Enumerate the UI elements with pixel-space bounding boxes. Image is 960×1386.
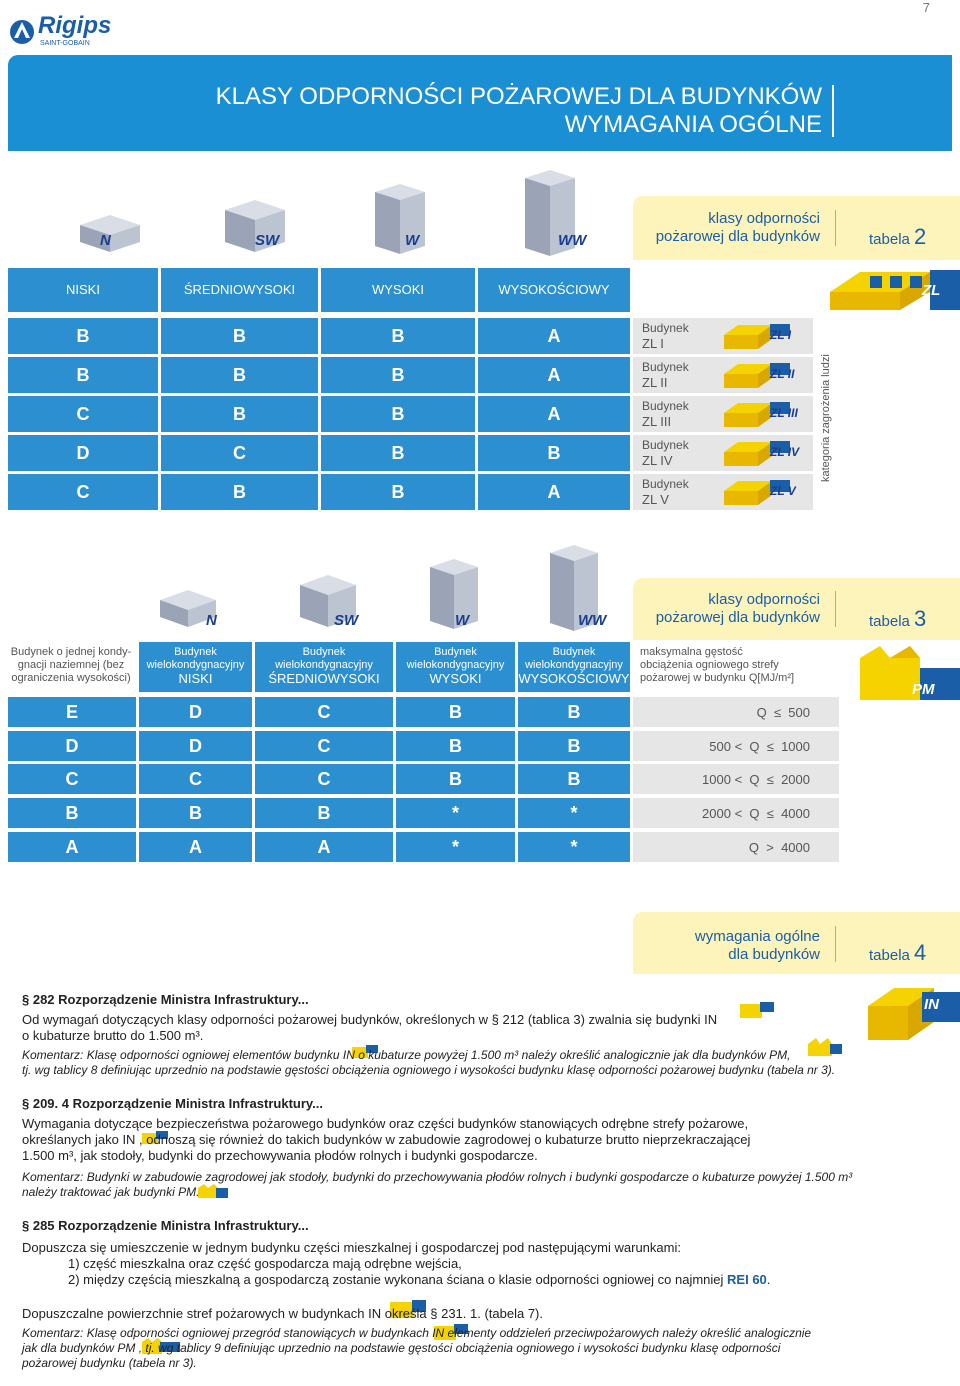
t3-cell-value: * xyxy=(451,803,459,823)
logo-brand: Rigips xyxy=(38,12,112,39)
t2-tab-number: 2 xyxy=(914,224,927,249)
t4-panel-title1: wymagania ogólne xyxy=(694,928,820,945)
t2-row-icon-label: ZL III xyxy=(770,406,798,420)
t2-icon-label-sw: SW xyxy=(255,232,280,249)
t3-cell-value: B xyxy=(189,803,202,823)
t3-header-0 xyxy=(8,646,134,688)
t3-panel-divider xyxy=(835,591,836,627)
t3-cell-value: D xyxy=(189,702,202,722)
t3-header-line: ŚREDNIOWYSOKI xyxy=(268,671,380,686)
t3-cell-value: D xyxy=(189,736,202,756)
t2-cell-value: B xyxy=(233,482,246,502)
t2-row-label-line1: Budynek xyxy=(642,438,689,452)
t3-cell-value: E xyxy=(65,702,78,722)
t3-cell-value: A xyxy=(189,837,202,857)
t3-q-range: 2000 < Q ≤ 4000 xyxy=(702,806,810,821)
banner-divider xyxy=(832,85,834,137)
t3-cell-value: B xyxy=(317,803,331,823)
t3-header-line: WYSOKI xyxy=(429,671,482,686)
t4-tab-label xyxy=(869,940,926,966)
banner-title-line2: WYMAGANIA OGÓLNE xyxy=(564,111,822,138)
s3-item2: 2) między częścią mieszkalną a gospodarczą zostanie wykonana ściana o klasie odporności ogniowej co najmniej REI 60. xyxy=(68,1272,771,1287)
t2-header-wysoki: WYSOKI xyxy=(321,268,475,312)
t2-cell-value: B xyxy=(391,404,405,424)
t2-header-wysokosciowy: WYSOKOŚCIOWY xyxy=(478,268,630,312)
building-w-icon xyxy=(430,559,478,629)
t3-cell-value: B xyxy=(449,769,462,789)
t2-header-panel xyxy=(633,196,960,260)
s2-comment-line2: należy traktować jak budynki PM. xyxy=(22,1185,200,1199)
t3-tab-word: tabela xyxy=(869,613,910,630)
page-number: 7 xyxy=(922,0,930,15)
t2-tab-label xyxy=(869,224,926,250)
t2-cell-value: C xyxy=(76,404,90,424)
t2-vertical-label: kategoria zagrożenia ludzi xyxy=(820,354,832,482)
t2-cell-value: B xyxy=(233,326,246,346)
s4-comment-line3: pożarowej budynku (tabela nr 3). xyxy=(22,1356,197,1370)
rigips-logo xyxy=(8,12,112,52)
t2-row-label-line1: Budynek xyxy=(642,360,689,374)
pm-building-icon xyxy=(850,638,960,703)
s2-paragraph-line3: 1.500 m³, jak stodoły, budynki do przechowywania płodów rolnych i budynki gospodarcze. xyxy=(22,1148,538,1163)
t2-cell-value: C xyxy=(76,482,90,502)
t2-cell-value: A xyxy=(547,326,561,346)
t2-header-niski: NISKI xyxy=(8,268,158,312)
t2-row-label-line1: Budynek xyxy=(642,321,689,335)
t3-header-line: wielokondygnacyjny xyxy=(406,659,505,671)
t3-header-3 xyxy=(396,642,515,692)
t2-row-label xyxy=(642,321,689,351)
t3-header-1 xyxy=(139,642,252,692)
t3-icon-label-sw: SW xyxy=(334,612,359,629)
t2-row-label-line2: ZL I xyxy=(642,336,664,351)
t3-icon-label-n: N xyxy=(206,612,217,629)
t2-cell-value: C xyxy=(233,443,246,463)
t3-cell-value: A xyxy=(317,837,331,857)
t3-cell-value: * xyxy=(570,803,578,823)
t3-q-range: 500 < Q ≤ 1000 xyxy=(709,739,810,754)
t2-row-icon-label: ZL I xyxy=(770,328,792,342)
banner-title-line1: KLASY ODPORNOŚCI POŻAROWEJ DLA BUDYNKÓW xyxy=(215,83,822,110)
t3-cell-value: C xyxy=(189,769,202,789)
s1-comment-line1: Komentarz: Klasę odporności ogniowej elementów budynku IN o kubaturze powyżej 1.500 m³ należy określić analogicznie jak dla budynków PM, xyxy=(22,1048,791,1062)
t3-header-line: Budynek xyxy=(302,646,346,658)
t2-panel-divider xyxy=(835,210,836,246)
t3-q-header xyxy=(640,646,794,685)
t2-cell-value: B xyxy=(391,443,405,463)
t3-cell-value: C xyxy=(317,769,331,789)
t3-header-line: gnacji naziemnej (bez xyxy=(17,659,125,671)
t3-panel-title1: klasy odporności xyxy=(708,591,820,608)
t2-cell-value: B xyxy=(76,326,90,346)
t3-cell-value: * xyxy=(451,837,459,857)
title-banner xyxy=(8,55,952,151)
t3-header-line: ograniczenia wysokości) xyxy=(11,672,131,684)
t3-cell-value: C xyxy=(65,769,79,789)
s1-heading: § 282 Rozporządzenie Ministra Infrastruktury... xyxy=(22,992,309,1007)
t2-row-label-line2: ZL IV xyxy=(642,453,673,468)
t2-icon-label-ww: WW xyxy=(558,232,587,249)
t3-panel-title2: pożarowej dla budynków xyxy=(655,609,820,626)
t2-row-label xyxy=(642,399,689,429)
t2-row-label-line2: ZL II xyxy=(642,375,668,390)
t2-row-label-line1: Budynek xyxy=(642,477,689,491)
t2-cell-value: A xyxy=(547,404,561,424)
t3-cell-value: B xyxy=(567,702,581,722)
t2-cell-value: B xyxy=(391,326,405,346)
t2-tab-word: tabela xyxy=(869,231,910,248)
s3-item2-text: 2) między częścią mieszkalną a gospodarczą zostanie wykonana ściana o klasie odporności ogniowej co najmniej xyxy=(68,1272,724,1287)
t3-cell-value: * xyxy=(570,837,578,857)
t3-tab-label xyxy=(869,606,926,632)
t2-cell-value: A xyxy=(547,482,561,502)
t2-cell-value: B xyxy=(233,365,246,385)
t2-cell-value: B xyxy=(391,365,405,385)
pm-small-icon xyxy=(806,1036,842,1058)
s3-item1: 1) część mieszkalna oraz część gospodarcza mają odrębne wejścia, xyxy=(68,1256,462,1271)
t2-row-icon-label: ZL II xyxy=(770,367,795,381)
s1-comment-line2: tj. wg tablicy 8 definiując uprzednio na podstawie gęstości obciążenia ogniowego i wysokości budynku klasę odporności pożarowej budynku (tabela nr 3). xyxy=(22,1063,836,1077)
t2-cell-value: D xyxy=(76,443,90,463)
pm-icon-label: PM xyxy=(912,681,935,698)
t2-cell-value: A xyxy=(547,365,561,385)
t2-header-sredniowysoki: ŚREDNIOWYSOKI xyxy=(161,268,318,312)
t2-cell-value: B xyxy=(233,404,246,424)
s4-paragraph: Dopuszczalne powierzchnie stref pożarowych w budynkach IN określa § 231. 1. (tabela 7). xyxy=(22,1306,543,1321)
t3-cell-value: B xyxy=(65,803,79,823)
t3-tab-number: 3 xyxy=(914,606,927,631)
t2-cell-value: B xyxy=(547,443,561,463)
t3-icon-label-w: W xyxy=(455,612,470,629)
t2-building-icons xyxy=(70,170,630,260)
s4-comment-line1: Komentarz: Klasę odporności ogniowej przegród stanowiących w budynkach IN elementy oddzieleń przeciwpożarowych należy określić analogicznie xyxy=(22,1326,812,1340)
t3-q-range: 1000 < Q ≤ 2000 xyxy=(702,772,810,787)
t2-row-label-line2: ZL III xyxy=(642,414,672,429)
t3-cell-value: B xyxy=(449,736,462,756)
s2-paragraph-line1: Wymagania dotyczące bezpieczeństwa pożarowego budynków oraz części budynków stanowiących odrębne strefy pożarowe, xyxy=(22,1116,749,1131)
t2-row-label xyxy=(642,438,689,468)
t3-header-panel xyxy=(633,578,960,640)
t2-cell-value: B xyxy=(76,365,90,385)
s3-rei-value: REI 60 xyxy=(727,1272,767,1287)
t3-building-icons xyxy=(160,545,630,635)
s2-comment-line1: Komentarz: Budynki w zabudowie zagrodowej jak stodoły, budynki do przechowywania płodów rolnych i budynki gospodarcze o kubaturze powyżej 1.500 m³ xyxy=(22,1170,853,1184)
t2-icon-label-w: W xyxy=(405,232,420,249)
in-icon-label: IN xyxy=(924,996,939,1013)
t2-row-label xyxy=(642,360,689,390)
t4-tab-number: 4 xyxy=(914,940,927,965)
t3-q-header-line2: obciążenia ogniowego strefy xyxy=(640,659,779,671)
t3-header-line: wielokondygnacyjny xyxy=(146,659,245,671)
t3-header-line: Budynek xyxy=(174,646,217,658)
s3-paragraph: Dopuszcza się umieszczenie w jednym budynku części mieszkalnej i gospodarczej pod następującymi warunkami: xyxy=(22,1240,681,1255)
t3-cell-value: B xyxy=(449,702,462,722)
t4-tab-word: tabela xyxy=(869,947,910,964)
t2-icon-label-n: N xyxy=(100,232,111,249)
t3-cell-value: B xyxy=(567,769,581,789)
t2-panel-title2: pożarowej dla budynków xyxy=(655,228,820,245)
s3-heading: § 285 Rozporządzenie Ministra Infrastruktury... xyxy=(22,1218,309,1233)
s1-paragraph-line1: Od wymagań dotyczących klasy odporności pożarowej budynków, określonych w § 212 (tablica 3) zwalnia się budynki IN xyxy=(22,1012,718,1027)
t3-header-line: Budynek o jednej kondy- xyxy=(10,646,132,658)
t3-header-line: Budynek xyxy=(552,646,596,658)
t2-panel-title1: klasy odporności xyxy=(708,210,820,227)
logo-sub: SAINT-GOBAIN xyxy=(40,40,90,47)
t3-header-line: wielokondygnacyjny xyxy=(525,659,623,671)
t2-row-label-line2: ZL V xyxy=(642,492,669,507)
t3-header-line: wielokondygnacyjny xyxy=(275,659,373,671)
t3-q-header-line3: pożarowej w budynku Q[MJ/m²] xyxy=(640,672,795,684)
in-small-icon xyxy=(738,1000,774,1020)
t4-panel-title2: dla budynków xyxy=(728,946,820,963)
s2-heading: § 209. 4 Rozporządzenie Ministra Infrastruktury... xyxy=(22,1096,324,1111)
t3-cell-value: D xyxy=(65,736,79,756)
t3-header-line: WYSOKOŚCIOWY xyxy=(518,671,630,686)
t3-cell-value: A xyxy=(65,837,79,857)
s1-paragraph-line2: o kubaturze brutto do 1.500 m³. xyxy=(22,1028,204,1043)
t2-cell-value: B xyxy=(391,482,405,502)
t2-row-icon-label: ZL V xyxy=(770,484,796,498)
t3-cell-value: C xyxy=(317,736,331,756)
t3-header-line: Budynek xyxy=(434,646,477,658)
t2-row-label xyxy=(642,477,689,507)
t3-cell-value: B xyxy=(567,736,581,756)
s4-comment-line2: jak dla budynków PM , tj. wg tablicy 9 definiując uprzednio na podstawie gęstości obciążenia ogniowego i wysokości budynku klasę odporności xyxy=(22,1341,781,1355)
t3-icon-label-ww: WW xyxy=(578,612,607,629)
t3-header-line: NISKI xyxy=(178,671,213,686)
t3-q-header-line1: maksymalna gęstość xyxy=(640,646,743,658)
t4-panel-divider xyxy=(835,926,836,962)
t3-header-4 xyxy=(518,642,630,692)
zl-icon-label: ZL xyxy=(922,282,941,299)
s2-paragraph-line2: określanych jako IN , odnoszą się również do takich budynków w zabudowie zagrodowej o kubaturze brutto nieprzekraczającej xyxy=(22,1132,751,1147)
t2-row-icon-label: ZL IV xyxy=(770,445,800,459)
t3-cell-value: C xyxy=(317,702,331,722)
t4-header-panel xyxy=(633,912,960,974)
t2-row-label-line1: Budynek xyxy=(642,399,689,413)
t3-q-range: Q > 4000 xyxy=(748,840,810,855)
t3-q-range: Q ≤ 500 xyxy=(756,705,810,720)
t3-header-2 xyxy=(255,642,393,692)
in-building-icon xyxy=(864,982,960,1042)
